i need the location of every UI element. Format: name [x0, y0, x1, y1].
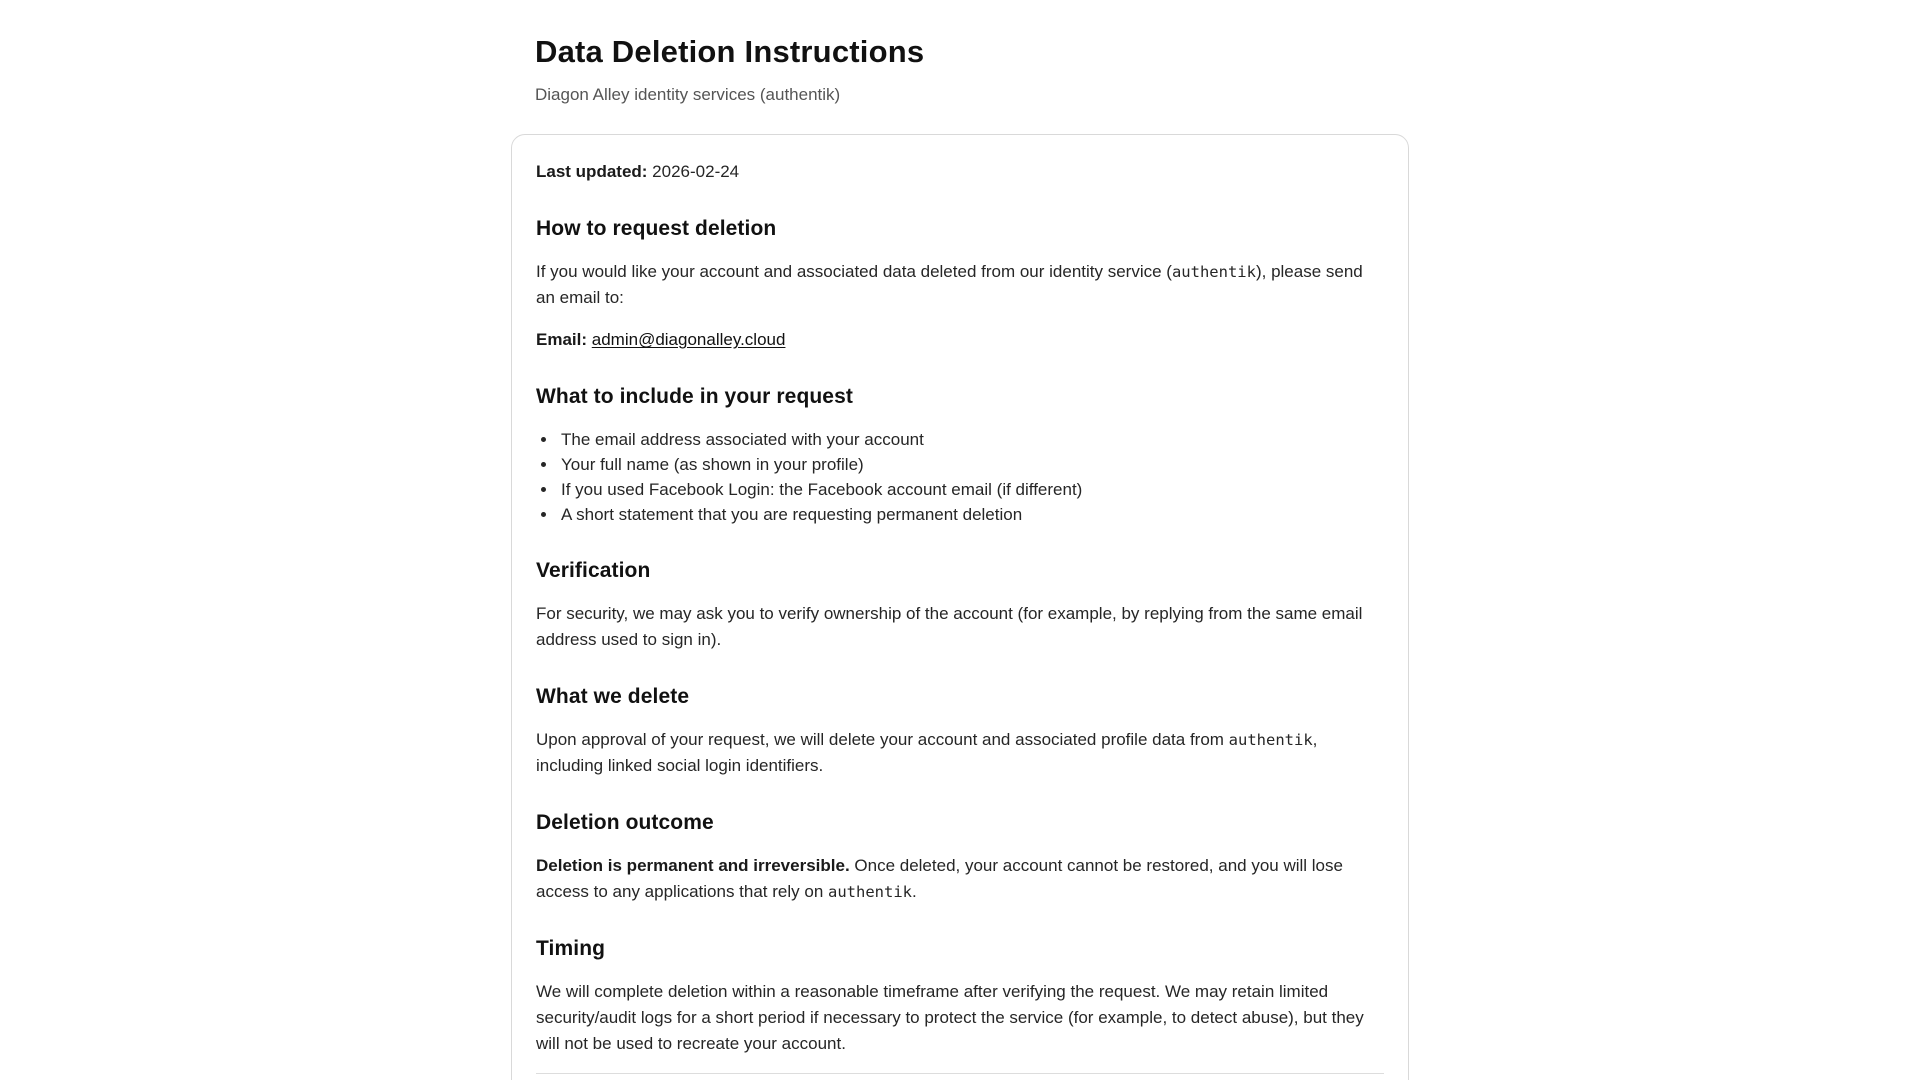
list-item: • The email address associated with your account	[558, 427, 1384, 452]
list-item: • If you used Facebook Login: the Facebook account email (if different)	[558, 477, 1384, 502]
outcome-text-middle: Once deleted, your account cannot be restored, and you will lose access to any applications that rely on	[536, 856, 1343, 901]
page-header	[511, 33, 1409, 108]
outcome-text-after: .	[912, 882, 917, 901]
last-updated-label: Last updated:	[536, 162, 648, 181]
page-subtitle: Diagon Alley identity services (authentik)	[535, 85, 841, 104]
how-to-text-after: ), please send an email to:	[536, 262, 1363, 307]
email-link[interactable]: admin@diagonalley.cloud	[591, 330, 786, 349]
include-list	[536, 427, 1384, 527]
section-heading-how-to-request-deletion: How to request deletion	[536, 217, 777, 240]
timing-paragraph: We will complete deletion within a reasonable timeframe after verifying the request. We may retain limited security/audit logs for a short period if necessary to protect the service (for example, to detect abuse), but they will not be used to recreate your account.	[536, 982, 1364, 1053]
what-we-delete-text-after: , including linked social login identifiers.	[536, 730, 1318, 775]
outcome-paragraph	[536, 853, 1384, 905]
email-label: Email:	[536, 330, 588, 349]
section-heading-verification: Verification	[536, 559, 651, 582]
authentik-code: authentik	[1228, 731, 1313, 749]
how-to-text-before: If you would like your account and associated data deleted from our identity service (	[536, 262, 1172, 281]
what-we-delete-paragraph	[536, 727, 1384, 779]
list-item: • Your full name (as shown in your profile)	[558, 452, 1384, 477]
what-we-delete-text-before: Upon approval of your request, we will delete your account and associated profile data from	[536, 730, 1229, 749]
outcome-bold-text: Deletion is permanent and irreversible.	[536, 856, 850, 875]
content-card	[511, 134, 1409, 1080]
authentik-code: authentik	[1171, 263, 1256, 281]
verification-paragraph: For security, we may ask you to verify ownership of the account (for example, by replying from the same email address used to sign in).	[536, 604, 1363, 649]
divider	[536, 1073, 1384, 1074]
last-updated	[536, 159, 1384, 185]
how-to-paragraph	[536, 259, 1384, 311]
section-heading-deletion-outcome: Deletion outcome	[536, 811, 714, 834]
page-title: Data Deletion Instructions	[535, 34, 925, 69]
list-item: • A short statement that you are requesting permanent deletion	[558, 502, 1384, 527]
authentik-code: authentik	[828, 883, 912, 901]
page-container	[511, 0, 1409, 1080]
section-heading-what-we-delete: What we delete	[536, 685, 690, 708]
section-heading-what-to-include: What to include in your request	[536, 385, 853, 408]
section-heading-timing: Timing	[536, 937, 606, 960]
last-updated-value: 2026-02-24	[647, 162, 740, 181]
email-line	[536, 327, 1384, 353]
